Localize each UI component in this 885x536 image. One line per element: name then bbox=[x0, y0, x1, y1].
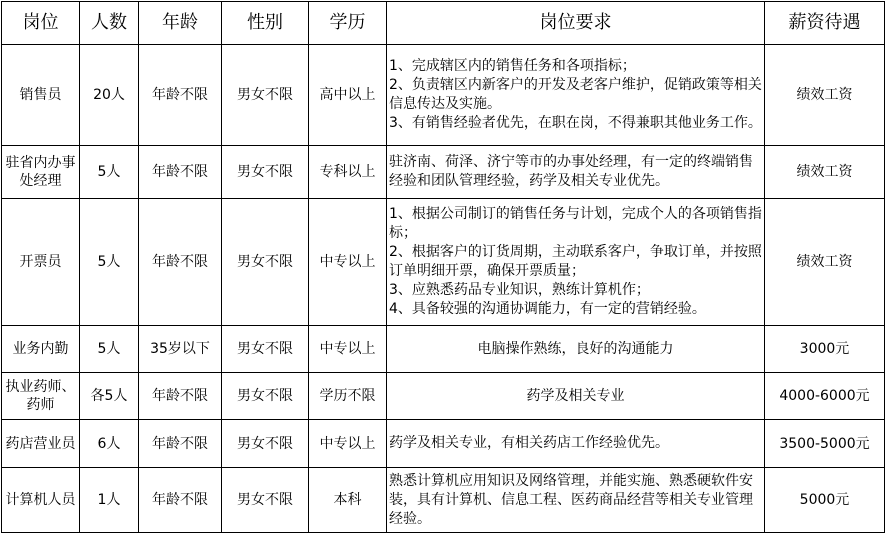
salary-cell: 绩效工资 bbox=[765, 146, 885, 199]
requirement-line: 驻济南、荷泽、济宁等市的办事处经理，有一定的终端销售经验和团队管理经验，药学及相关专业优先。 bbox=[389, 154, 753, 189]
gender-cell: 男女不限 bbox=[222, 45, 309, 146]
table-row bbox=[2, 468, 885, 533]
requirements-cell bbox=[387, 199, 765, 326]
header-row bbox=[2, 2, 885, 45]
gender-cell: 男女不限 bbox=[222, 420, 309, 468]
education-cell: 本科 bbox=[309, 468, 387, 533]
position-cell: 药店营业员 bbox=[2, 420, 80, 468]
education-cell: 高中以上 bbox=[309, 45, 387, 146]
header-education: 学历 bbox=[309, 2, 387, 45]
position-cell: 销售员 bbox=[2, 45, 80, 146]
requirements-cell bbox=[387, 45, 765, 146]
education-cell: 专科以上 bbox=[309, 146, 387, 199]
count-cell: 各5人 bbox=[80, 373, 139, 420]
job-table bbox=[1, 1, 885, 533]
age-cell: 年龄不限 bbox=[139, 373, 222, 420]
salary-cell: 绩效工资 bbox=[765, 199, 885, 326]
requirement-line: 2、负责辖区内新客户的开发及老客户维护，促销政策等相关信息传达及实施。 bbox=[389, 77, 762, 112]
position-cell: 计算机人员 bbox=[2, 468, 80, 533]
gender-cell: 男女不限 bbox=[222, 468, 309, 533]
salary-cell: 3500-5000元 bbox=[765, 420, 885, 468]
count-cell: 20人 bbox=[80, 45, 139, 146]
age-cell: 年龄不限 bbox=[139, 420, 222, 468]
count-cell: 5人 bbox=[80, 199, 139, 326]
gender-cell: 男女不限 bbox=[222, 326, 309, 373]
gender-cell: 男女不限 bbox=[222, 373, 309, 420]
table-row bbox=[2, 420, 885, 468]
requirements-cell: 电脑操作熟练，良好的沟通能力 bbox=[387, 326, 765, 373]
header-gender: 性别 bbox=[222, 2, 309, 45]
age-cell: 年龄不限 bbox=[139, 468, 222, 533]
table-row bbox=[2, 146, 885, 199]
count-cell: 5人 bbox=[80, 146, 139, 199]
salary-cell: 3000元 bbox=[765, 326, 885, 373]
table-row bbox=[2, 199, 885, 326]
table-row bbox=[2, 326, 885, 373]
count-cell: 1人 bbox=[80, 468, 139, 533]
header-salary: 薪资待遇 bbox=[765, 2, 885, 45]
requirement-line: 3、有销售经验者优先，在职在岗，不得兼职其他业务工作。 bbox=[389, 115, 762, 131]
gender-cell: 男女不限 bbox=[222, 146, 309, 199]
count-cell: 6人 bbox=[80, 420, 139, 468]
table-row bbox=[2, 373, 885, 420]
position-cell: 业务内勤 bbox=[2, 326, 80, 373]
education-cell: 中专以上 bbox=[309, 199, 387, 326]
salary-cell: 4000-6000元 bbox=[765, 373, 885, 420]
gender-cell: 男女不限 bbox=[222, 199, 309, 326]
education-cell: 中专以上 bbox=[309, 420, 387, 468]
requirements-cell bbox=[387, 146, 765, 199]
requirement-line: 3、应熟悉药品专业知识，熟练计算机作； bbox=[389, 282, 650, 298]
requirement-line: 4、具备较强的沟通协调能力，有一定的营销经验。 bbox=[389, 301, 706, 317]
table-row bbox=[2, 45, 885, 146]
count-cell: 5人 bbox=[80, 326, 139, 373]
header-requirements: 岗位要求 bbox=[387, 2, 765, 45]
salary-cell: 5000元 bbox=[765, 468, 885, 533]
education-cell: 学历不限 bbox=[309, 373, 387, 420]
header-position: 岗位 bbox=[2, 2, 80, 45]
position-cell: 开票员 bbox=[2, 199, 80, 326]
age-cell: 年龄不限 bbox=[139, 146, 222, 199]
requirement-line: 1、完成辖区内的销售任务和各项指标； bbox=[389, 58, 636, 74]
salary-cell: 绩效工资 bbox=[765, 45, 885, 146]
requirements-cell: 药学及相关专业，有相关药店工作经验优先。 bbox=[387, 420, 765, 468]
position-cell: 执业药师、药师 bbox=[2, 373, 80, 420]
age-cell: 年龄不限 bbox=[139, 199, 222, 326]
requirements-cell: 熟悉计算机应用知识及网络管理，并能实施、熟悉硬软件安装，具有计算机、信息工程、医药商品经营等相关专业管理经验。 bbox=[387, 468, 765, 533]
header-count: 人数 bbox=[80, 2, 139, 45]
age-cell: 年龄不限 bbox=[139, 45, 222, 146]
requirements-cell: 药学及相关专业 bbox=[387, 373, 765, 420]
education-cell: 中专以上 bbox=[309, 326, 387, 373]
age-cell: 35岁以下 bbox=[139, 326, 222, 373]
position-cell: 驻省内办事处经理 bbox=[2, 146, 80, 199]
requirement-line: 1、根据公司制订的销售任务与计划，完成个人的各项销售指标； bbox=[389, 206, 762, 241]
requirement-line: 2、根据客户的订货周期，主动联系客户，争取订单，并按照订单明细开票，确保开票质量； bbox=[389, 244, 762, 279]
header-age: 年龄 bbox=[139, 2, 222, 45]
